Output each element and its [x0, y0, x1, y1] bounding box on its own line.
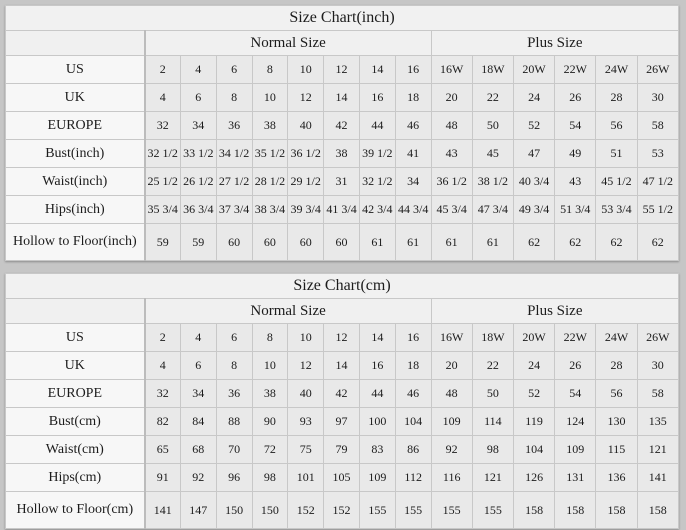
size-value-cell: 38: [324, 140, 360, 168]
size-value-cell: 32 1/2: [145, 140, 181, 168]
chart-title: Size Chart(cm): [6, 274, 679, 299]
size-value-cell: 36: [216, 112, 252, 140]
row-label: Hips(cm): [6, 464, 145, 492]
size-value-cell: 4: [180, 56, 216, 84]
size-value-cell: 58: [637, 380, 678, 408]
group-header: Plus Size: [431, 299, 678, 324]
table-row: [6, 168, 679, 196]
size-value-cell: 33 1/2: [180, 140, 216, 168]
row-label: Waist(inch): [6, 168, 145, 196]
size-value-cell: 150: [252, 492, 288, 529]
group-header: Normal Size: [145, 31, 432, 56]
row-label: Bust(inch): [6, 140, 145, 168]
table-row: [6, 352, 679, 380]
size-value-cell: 150: [216, 492, 252, 529]
size-value-cell: 152: [288, 492, 324, 529]
size-value-cell: 26W: [637, 56, 678, 84]
size-value-cell: 32 1/2: [359, 168, 395, 196]
size-value-cell: 26W: [637, 324, 678, 352]
size-value-cell: 8: [216, 352, 252, 380]
group-header: Normal Size: [145, 299, 432, 324]
size-value-cell: 61: [359, 224, 395, 261]
size-value-cell: 44: [359, 112, 395, 140]
size-value-cell: 62: [637, 224, 678, 261]
size-value-cell: 20: [431, 84, 472, 112]
size-value-cell: 75: [288, 436, 324, 464]
size-value-cell: 121: [472, 464, 513, 492]
size-chart-inch-table: [5, 5, 679, 261]
size-value-cell: 60: [288, 224, 324, 261]
size-value-cell: 72: [252, 436, 288, 464]
size-value-cell: 61: [431, 224, 472, 261]
size-value-cell: 4: [180, 324, 216, 352]
size-value-cell: 12: [324, 324, 360, 352]
size-value-cell: 40: [288, 380, 324, 408]
size-value-cell: 27 1/2: [216, 168, 252, 196]
size-chart-cm-table: [5, 273, 679, 529]
size-value-cell: 48: [431, 380, 472, 408]
size-value-cell: 31: [324, 168, 360, 196]
size-value-cell: 49 3/4: [513, 196, 554, 224]
size-value-cell: 56: [596, 380, 637, 408]
size-value-cell: 39 3/4: [288, 196, 324, 224]
size-value-cell: 48: [431, 112, 472, 140]
table-row: [6, 408, 679, 436]
size-value-cell: 52: [513, 380, 554, 408]
corner-cell: [6, 31, 145, 56]
row-label: EUROPE: [6, 380, 145, 408]
corner-cell: [6, 299, 145, 324]
size-value-cell: 54: [555, 112, 596, 140]
size-value-cell: 14: [324, 84, 360, 112]
size-value-cell: 58: [637, 112, 678, 140]
size-value-cell: 90: [252, 408, 288, 436]
size-value-cell: 38 1/2: [472, 168, 513, 196]
size-value-cell: 109: [555, 436, 596, 464]
size-value-cell: 42: [324, 380, 360, 408]
table-row: [6, 140, 679, 168]
row-label: Bust(cm): [6, 408, 145, 436]
size-value-cell: 38 3/4: [252, 196, 288, 224]
size-value-cell: 42 3/4: [359, 196, 395, 224]
size-value-cell: 36: [216, 380, 252, 408]
size-value-cell: 46: [395, 112, 431, 140]
size-value-cell: 16: [359, 84, 395, 112]
size-value-cell: 158: [555, 492, 596, 529]
size-value-cell: 12: [288, 84, 324, 112]
size-value-cell: 59: [180, 224, 216, 261]
row-label: US: [6, 324, 145, 352]
size-value-cell: 41 3/4: [324, 196, 360, 224]
size-value-cell: 52: [513, 112, 554, 140]
size-value-cell: 16W: [431, 56, 472, 84]
size-value-cell: 18: [395, 84, 431, 112]
size-value-cell: 96: [216, 464, 252, 492]
size-value-cell: 36 3/4: [180, 196, 216, 224]
size-value-cell: 46: [395, 380, 431, 408]
size-value-cell: 47 3/4: [472, 196, 513, 224]
size-value-cell: 28: [596, 84, 637, 112]
size-value-cell: 12: [288, 352, 324, 380]
size-value-cell: 115: [596, 436, 637, 464]
size-value-cell: 88: [216, 408, 252, 436]
size-value-cell: 36 1/2: [431, 168, 472, 196]
size-value-cell: 22W: [555, 324, 596, 352]
size-value-cell: 47 1/2: [637, 168, 678, 196]
size-value-cell: 16: [395, 56, 431, 84]
size-value-cell: 20W: [513, 324, 554, 352]
size-value-cell: 28 1/2: [252, 168, 288, 196]
size-value-cell: 4: [145, 352, 181, 380]
size-value-cell: 62: [596, 224, 637, 261]
size-value-cell: 35 3/4: [145, 196, 181, 224]
size-value-cell: 16: [359, 352, 395, 380]
size-value-cell: 53: [637, 140, 678, 168]
size-value-cell: 10: [252, 352, 288, 380]
size-value-cell: 51 3/4: [555, 196, 596, 224]
size-value-cell: 141: [145, 492, 181, 529]
size-value-cell: 155: [431, 492, 472, 529]
table-row: [6, 436, 679, 464]
size-value-cell: 116: [431, 464, 472, 492]
size-value-cell: 26 1/2: [180, 168, 216, 196]
size-value-cell: 100: [359, 408, 395, 436]
size-value-cell: 34: [180, 112, 216, 140]
size-value-cell: 158: [596, 492, 637, 529]
size-value-cell: 2: [145, 56, 181, 84]
size-value-cell: 97: [324, 408, 360, 436]
size-value-cell: 119: [513, 408, 554, 436]
size-value-cell: 38: [252, 380, 288, 408]
size-value-cell: 28: [596, 352, 637, 380]
size-value-cell: 34: [395, 168, 431, 196]
size-value-cell: 10: [288, 56, 324, 84]
size-value-cell: 44 3/4: [395, 196, 431, 224]
row-label: EUROPE: [6, 112, 145, 140]
size-value-cell: 43: [431, 140, 472, 168]
size-value-cell: 24W: [596, 56, 637, 84]
table-row: [6, 224, 679, 261]
size-value-cell: 39 1/2: [359, 140, 395, 168]
size-value-cell: 24W: [596, 324, 637, 352]
size-value-cell: 51: [596, 140, 637, 168]
size-value-cell: 131: [555, 464, 596, 492]
size-value-cell: 20: [431, 352, 472, 380]
table-row: [6, 84, 679, 112]
row-label: Hips(inch): [6, 196, 145, 224]
size-value-cell: 141: [637, 464, 678, 492]
size-value-cell: 112: [395, 464, 431, 492]
size-value-cell: 114: [472, 408, 513, 436]
size-value-cell: 14: [359, 56, 395, 84]
size-value-cell: 12: [324, 56, 360, 84]
size-value-cell: 61: [472, 224, 513, 261]
size-value-cell: 155: [472, 492, 513, 529]
size-value-cell: 35 1/2: [252, 140, 288, 168]
size-value-cell: 25 1/2: [145, 168, 181, 196]
size-value-cell: 18W: [472, 324, 513, 352]
size-value-cell: 29 1/2: [288, 168, 324, 196]
size-value-cell: 61: [395, 224, 431, 261]
size-value-cell: 121: [637, 436, 678, 464]
size-value-cell: 16W: [431, 324, 472, 352]
size-value-cell: 45 3/4: [431, 196, 472, 224]
size-value-cell: 104: [395, 408, 431, 436]
size-value-cell: 62: [555, 224, 596, 261]
size-value-cell: 2: [145, 324, 181, 352]
chart-title: Size Chart(inch): [6, 6, 679, 31]
size-value-cell: 155: [359, 492, 395, 529]
table-row: [6, 324, 679, 352]
size-value-cell: 55 1/2: [637, 196, 678, 224]
size-value-cell: 32: [145, 380, 181, 408]
size-value-cell: 24: [513, 352, 554, 380]
size-value-cell: 104: [513, 436, 554, 464]
size-value-cell: 30: [637, 84, 678, 112]
size-value-cell: 124: [555, 408, 596, 436]
row-label: UK: [6, 84, 145, 112]
size-value-cell: 4: [145, 84, 181, 112]
size-value-cell: 44: [359, 380, 395, 408]
size-value-cell: 10: [288, 324, 324, 352]
size-value-cell: 91: [145, 464, 181, 492]
size-value-cell: 105: [324, 464, 360, 492]
size-value-cell: 16: [395, 324, 431, 352]
row-label: US: [6, 56, 145, 84]
size-value-cell: 53 3/4: [596, 196, 637, 224]
size-value-cell: 92: [180, 464, 216, 492]
size-value-cell: 86: [395, 436, 431, 464]
size-value-cell: 37 3/4: [216, 196, 252, 224]
size-value-cell: 82: [145, 408, 181, 436]
size-value-cell: 14: [359, 324, 395, 352]
size-value-cell: 38: [252, 112, 288, 140]
size-value-cell: 70: [216, 436, 252, 464]
size-value-cell: 147: [180, 492, 216, 529]
size-value-cell: 18: [395, 352, 431, 380]
size-value-cell: 93: [288, 408, 324, 436]
table-row: [6, 380, 679, 408]
size-value-cell: 8: [252, 324, 288, 352]
size-value-cell: 158: [513, 492, 554, 529]
size-value-cell: 50: [472, 380, 513, 408]
size-value-cell: 84: [180, 408, 216, 436]
size-value-cell: 49: [555, 140, 596, 168]
size-value-cell: 109: [431, 408, 472, 436]
size-value-cell: 59: [145, 224, 181, 261]
row-label: Hollow to Floor(cm): [6, 492, 145, 529]
size-value-cell: 30: [637, 352, 678, 380]
size-value-cell: 155: [395, 492, 431, 529]
size-value-cell: 24: [513, 84, 554, 112]
size-value-cell: 83: [359, 436, 395, 464]
table-row: [6, 112, 679, 140]
table-row: [6, 492, 679, 529]
size-value-cell: 45 1/2: [596, 168, 637, 196]
size-value-cell: 45: [472, 140, 513, 168]
row-label: Hollow to Floor(inch): [6, 224, 145, 261]
size-value-cell: 22W: [555, 56, 596, 84]
size-value-cell: 10: [252, 84, 288, 112]
size-value-cell: 40: [288, 112, 324, 140]
size-value-cell: 60: [252, 224, 288, 261]
size-value-cell: 18W: [472, 56, 513, 84]
size-value-cell: 79: [324, 436, 360, 464]
row-label: Waist(cm): [6, 436, 145, 464]
size-value-cell: 135: [637, 408, 678, 436]
size-value-cell: 136: [596, 464, 637, 492]
size-value-cell: 50: [472, 112, 513, 140]
size-value-cell: 60: [216, 224, 252, 261]
size-value-cell: 126: [513, 464, 554, 492]
size-value-cell: 32: [145, 112, 181, 140]
size-value-cell: 152: [324, 492, 360, 529]
size-value-cell: 6: [216, 324, 252, 352]
size-value-cell: 36 1/2: [288, 140, 324, 168]
size-value-cell: 56: [596, 112, 637, 140]
group-header: Plus Size: [431, 31, 678, 56]
size-value-cell: 8: [252, 56, 288, 84]
size-value-cell: 26: [555, 352, 596, 380]
size-value-cell: 34: [180, 380, 216, 408]
size-value-cell: 47: [513, 140, 554, 168]
size-value-cell: 43: [555, 168, 596, 196]
size-value-cell: 54: [555, 380, 596, 408]
size-value-cell: 92: [431, 436, 472, 464]
size-value-cell: 98: [252, 464, 288, 492]
size-value-cell: 20W: [513, 56, 554, 84]
size-value-cell: 130: [596, 408, 637, 436]
table-row: [6, 196, 679, 224]
size-value-cell: 22: [472, 84, 513, 112]
size-value-cell: 109: [359, 464, 395, 492]
size-value-cell: 62: [513, 224, 554, 261]
table-row: [6, 56, 679, 84]
size-value-cell: 40 3/4: [513, 168, 554, 196]
size-value-cell: 60: [324, 224, 360, 261]
size-value-cell: 98: [472, 436, 513, 464]
size-value-cell: 42: [324, 112, 360, 140]
size-value-cell: 6: [180, 352, 216, 380]
size-value-cell: 65: [145, 436, 181, 464]
row-label: UK: [6, 352, 145, 380]
size-value-cell: 6: [216, 56, 252, 84]
size-value-cell: 14: [324, 352, 360, 380]
size-value-cell: 6: [180, 84, 216, 112]
size-value-cell: 34 1/2: [216, 140, 252, 168]
size-value-cell: 158: [637, 492, 678, 529]
size-value-cell: 68: [180, 436, 216, 464]
size-value-cell: 22: [472, 352, 513, 380]
table-row: [6, 464, 679, 492]
size-value-cell: 101: [288, 464, 324, 492]
size-value-cell: 26: [555, 84, 596, 112]
size-value-cell: 8: [216, 84, 252, 112]
size-value-cell: 41: [395, 140, 431, 168]
